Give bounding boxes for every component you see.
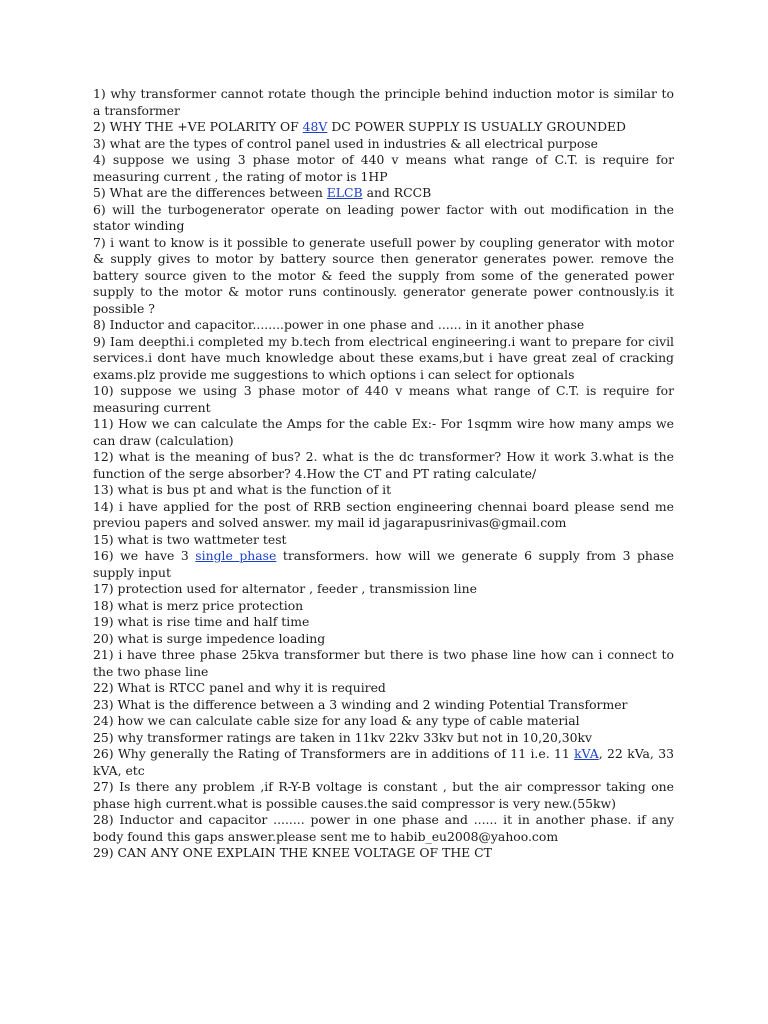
question-text: 2) WHY THE +VE POLARITY OF bbox=[93, 119, 303, 134]
question-text: 5) What are the differences between bbox=[93, 185, 327, 200]
question-text: 19) what is rise time and half time bbox=[93, 614, 310, 629]
question-text: 1) why transformer cannot rotate though the principle behind induction motor is similar to a transformer bbox=[93, 86, 674, 118]
question-list bbox=[93, 86, 674, 862]
question-text: , 22 kVa, 33 kVA, etc bbox=[93, 746, 674, 778]
question-text: 6) will the turbogenerator operate on leading power factor with out modification in the stator winding bbox=[93, 201, 674, 233]
question-item bbox=[93, 202, 674, 235]
question-item bbox=[93, 746, 674, 779]
question-text: 25) why transformer ratings are taken in 11kv 22kv 33kv but not in 10,20,30kv bbox=[93, 729, 593, 745]
question-item bbox=[93, 86, 674, 119]
keyword-link[interactable]: ELCB bbox=[326, 185, 363, 200]
question-item bbox=[93, 647, 674, 680]
question-text: 4) suppose we using 3 phase motor of 440 v means what range of C.T. is require for measuring current , the rating of motor is 1HP bbox=[93, 152, 674, 184]
question-text: 28) Inductor and capacitor ........ power in one phase and ...... it in another phase. if any body found this gaps answer.please sent me to habib_eu2008@yahoo.com bbox=[93, 812, 674, 844]
question-item bbox=[93, 614, 674, 631]
question-item bbox=[93, 152, 674, 185]
question-text: 26) Why generally the Rating of Transformers are in additions of 11 i.e. 11 bbox=[93, 746, 575, 761]
question-item bbox=[93, 581, 674, 598]
question-text: 16) we have 3 bbox=[93, 548, 196, 563]
question-text: 24) how we can calculate cable size for any load & any type of cable material bbox=[93, 713, 580, 728]
question-text: 10) suppose we using 3 phase motor of 440 v means what range of C.T. is require for measuring current bbox=[93, 383, 674, 415]
question-text: 15) what is two wattmeter test bbox=[93, 531, 287, 547]
keyword-link[interactable]: 48V bbox=[302, 119, 328, 134]
question-item bbox=[93, 532, 674, 549]
question-item bbox=[93, 136, 674, 153]
question-text: 21) i have three phase 25kva transformer but there is two phase line how can i connect to the two phase line bbox=[93, 647, 674, 679]
question-text: 13) what is bus pt and what is the function of it bbox=[93, 482, 392, 497]
question-item bbox=[93, 334, 674, 384]
question-text: 12) what is the meaning of bus? 2. what is the dc transformer? How it work 3.what is the function of the serge absorber? 4.How the CT and PT rating calculate/ bbox=[93, 449, 674, 481]
question-text: 8) Inductor and capacitor........power in one phase and ...... in it another phase bbox=[93, 317, 585, 332]
question-item bbox=[93, 119, 674, 136]
question-text: 29) CAN ANY ONE EXPLAIN THE KNEE VOLTAGE OF THE CT bbox=[93, 845, 492, 860]
question-item bbox=[93, 235, 674, 318]
question-text: 7) i want to know is it possible to generate usefull power by coupling generator with motor & supply gives to motor by battery source then generator generates power. remove the battery source given to the motor & feed the supply from some of the generated power supply to the motor & motor runs continously. generator generate power contnously.is it possible ? bbox=[93, 234, 674, 316]
question-item bbox=[93, 449, 674, 482]
question-text: 3) what are the types of control panel used in industries & all electrical purpose bbox=[93, 135, 598, 151]
question-text: 20) what is surge impedence loading bbox=[93, 630, 326, 646]
keyword-link[interactable]: single phase bbox=[195, 548, 277, 563]
question-text: DC POWER SUPPLY IS USUALLY GROUNDED bbox=[327, 119, 626, 134]
question-text: 23) What is the difference between a 3 winding and 2 winding Potential Transformer bbox=[93, 696, 628, 712]
question-item bbox=[93, 499, 674, 532]
question-text: 11) How we can calculate the Amps for the cable Ex:- For 1sqmm wire how many amps we can draw (calculation) bbox=[93, 416, 674, 448]
question-item bbox=[93, 631, 674, 648]
question-item bbox=[93, 730, 674, 747]
question-item bbox=[93, 680, 674, 697]
question-text: 17) protection used for alternator , feeder , transmission line bbox=[93, 581, 477, 596]
question-text: 27) Is there any problem ,if R-Y-B voltage is constant , but the air compressor taking one phase high current.what is possible causes.the said compressor is very new.(55kw) bbox=[93, 779, 674, 811]
question-item bbox=[93, 383, 674, 416]
question-item bbox=[93, 779, 674, 812]
question-text: transformers. how will we generate 6 supply from 3 phase supply input bbox=[93, 548, 674, 580]
question-item bbox=[93, 416, 674, 449]
question-item bbox=[93, 845, 674, 862]
question-item bbox=[93, 317, 674, 334]
keyword-link[interactable]: kVA bbox=[574, 746, 599, 761]
question-item bbox=[93, 185, 674, 202]
question-text: 18) what is merz price protection bbox=[93, 597, 304, 613]
question-item bbox=[93, 548, 674, 581]
question-text: 22) What is RTCC panel and why it is required bbox=[93, 680, 386, 695]
question-item bbox=[93, 598, 674, 615]
question-text: 9) Iam deepthi.i completed my b.tech from electrical engineering.i want to prepare for civil services.i dont have much knowledge about these exams,but i have great zeal of cracking exams.plz provide me suggestions to which options i can select for optionals bbox=[93, 333, 674, 382]
question-item bbox=[93, 482, 674, 499]
question-item bbox=[93, 812, 674, 845]
question-item bbox=[93, 697, 674, 714]
question-text: 14) i have applied for the post of RRB section engineering chennai board please send me previou papers and solved answer. my mail id jagarapusrinivas@gmail.com bbox=[93, 498, 674, 530]
question-item bbox=[93, 713, 674, 730]
question-text: and RCCB bbox=[362, 185, 432, 200]
